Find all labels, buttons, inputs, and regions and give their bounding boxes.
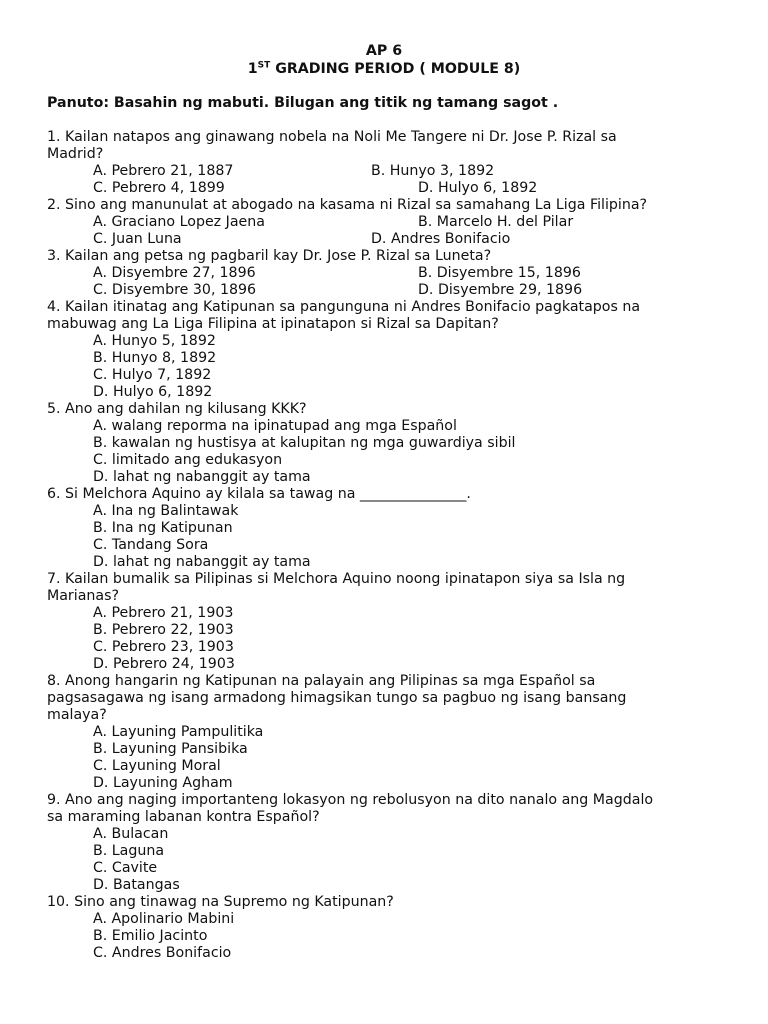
choice-a: A. Apolinario Mabini: [93, 911, 235, 927]
choice-d: D. Andres Bonifacio: [371, 231, 511, 247]
question-1-text: 1. Kailan natapos ang ginawang nobela na Noli Me Tangere ni Dr. Jose P. Rizal sa: [47, 129, 617, 145]
choice-c: C. Juan Luna: [93, 231, 182, 247]
grading-rest: GRADING PERIOD ( MODULE 8): [270, 61, 521, 77]
choice-c: C. limitado ang edukasyon: [93, 452, 283, 468]
question-3-text: 3. Kailan ang petsa ng pagbaril kay Dr. Jose P. Rizal sa Luneta?: [47, 248, 492, 264]
question-6-text: [47, 486, 471, 503]
choice-c: C. Tandang Sora: [93, 537, 209, 553]
choice-c: C. Pebrero 4, 1899: [93, 180, 225, 196]
choice-a: A. Pebrero 21, 1887: [93, 163, 234, 179]
grading-superscript: ST: [257, 60, 271, 71]
choice-b: B. Disyembre 15, 1896: [418, 265, 581, 281]
question-2-text: 2. Sino ang manunulat at abogado na kasama ni Rizal sa samahang La Liga Filipina?: [47, 197, 648, 213]
question-9-text: 9. Ano ang naging importanteng lokasyon ng rebolusyon na dito nanalo ang Magdalo: [47, 792, 654, 808]
grading-number: 1: [247, 61, 258, 77]
choice-c: C. Disyembre 30, 1896: [93, 282, 257, 298]
question-8-text: pagsasagawa ng isang armadong himagsikan tungo sa pagbuo ng isang bansang: [47, 690, 627, 706]
grading-period-title: [0, 61, 768, 78]
choice-a: A. Graciano Lopez Jaena: [93, 214, 265, 230]
choice-a: A. Ina ng Balintawak: [93, 503, 239, 519]
question-1-text: Madrid?: [47, 146, 104, 162]
choice-b: B. Laguna: [93, 843, 165, 859]
choice-b: B. Ina ng Katipunan: [93, 520, 233, 536]
subject-title: AP 6: [365, 43, 403, 59]
choice-b: B. kawalan ng hustisya at kalupitan ng mga guwardiya sibil: [93, 435, 516, 451]
choice-b: B. Pebrero 22, 1903: [93, 622, 234, 638]
choice-c: C. Pebrero 23, 1903: [93, 639, 234, 655]
choice-d: D. lahat ng nabanggit ay tama: [93, 554, 311, 570]
choice-d: D. Batangas: [93, 877, 180, 893]
choice-c: C. Hulyo 7, 1892: [93, 367, 212, 383]
choice-a: A. Pebrero 21, 1903: [93, 605, 234, 621]
choice-b: B. Emilio Jacinto: [93, 928, 208, 944]
question-7-text: Marianas?: [47, 588, 120, 604]
choice-a: A. Hunyo 5, 1892: [93, 333, 216, 349]
choice-b: B. Hunyo 3, 1892: [371, 163, 495, 179]
choice-d: D. lahat ng nabanggit ay tama: [93, 469, 311, 485]
choice-d: D. Pebrero 24, 1903: [93, 656, 235, 672]
question-8-text: malaya?: [47, 707, 107, 723]
choice-d: D. Disyembre 29, 1896: [418, 282, 583, 298]
choice-a: A. Layuning Pampulitika: [93, 724, 264, 740]
answer-blank: _______________.: [359, 486, 471, 502]
choice-b: B. Layuning Pansibika: [93, 741, 248, 757]
choice-a: A. Disyembre 27, 1896: [93, 265, 256, 281]
question-9-text: sa maraming labanan kontra Español?: [47, 809, 320, 825]
choice-a: A. walang reporma na ipinatupad ang mga Español: [93, 418, 457, 434]
question-5-text: 5. Ano ang dahilan ng kilusang KKK?: [47, 401, 307, 417]
question-7-text: 7. Kailan bumalik sa Pilipinas si Melchora Aquino noong ipinatapon siya sa Isla ng: [47, 571, 626, 587]
question-text-span: 6. Si Melchora Aquino ay kilala sa tawag na: [47, 486, 360, 502]
choice-b: B. Marcelo H. del Pilar: [418, 214, 574, 230]
choice-c: C. Layuning Moral: [93, 758, 221, 774]
choice-d: D. Hulyo 6, 1892: [93, 384, 213, 400]
choice-d: D. Layuning Agham: [93, 775, 233, 791]
choice-d: D. Hulyo 6, 1892: [418, 180, 538, 196]
question-4-text: mabuwag ang La Liga Filipina at ipinatapon si Rizal sa Dapitan?: [47, 316, 499, 332]
question-8-text: 8. Anong hangarin ng Katipunan na palayain ang Pilipinas sa mga Español sa: [47, 673, 596, 689]
instructions: Panuto: Basahin ng mabuti. Bilugan ang titik ng tamang sagot .: [47, 95, 559, 111]
question-10-text: 10. Sino ang tinawag na Supremo ng Katipunan?: [47, 894, 394, 910]
choice-b: B. Hunyo 8, 1892: [93, 350, 217, 366]
choice-c: C. Cavite: [93, 860, 158, 876]
choice-a: A. Bulacan: [93, 826, 169, 842]
choice-c: C. Andres Bonifacio: [93, 945, 232, 961]
question-4-text: 4. Kailan itinatag ang Katipunan sa pangunguna ni Andres Bonifacio pagkatapos na: [47, 299, 641, 315]
